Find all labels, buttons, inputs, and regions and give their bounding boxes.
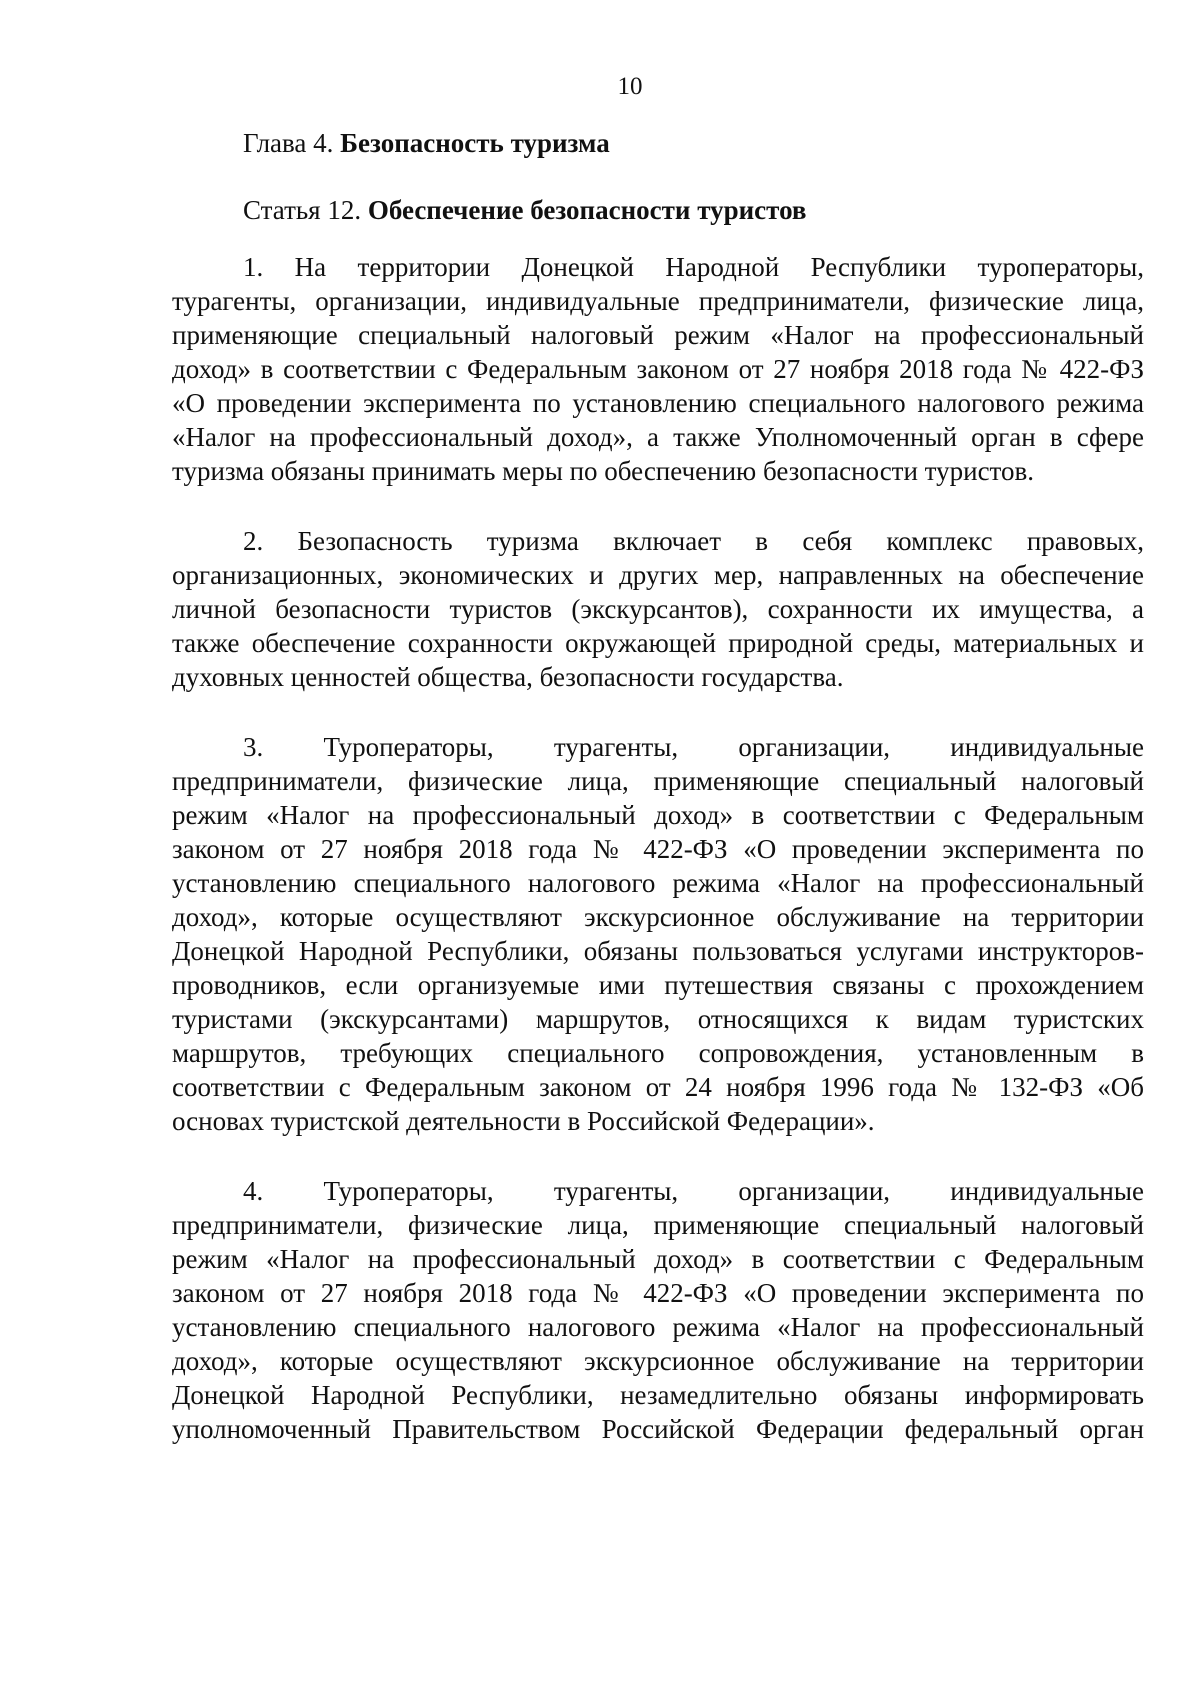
chapter-prefix: Глава 4. [243,128,334,158]
paragraph-line: предприниматели, физические лица, применяющие специальный налоговый [172,1210,1144,1240]
paragraph-line: «О проведении эксперимента по установлению специального налогового режима [172,388,1144,418]
paragraph-line: предприниматели, физические лица, применяющие специальный налоговый [172,766,1144,796]
paragraph-line: 3. Туроператоры, турагенты, организации, индивидуальные [243,732,1144,762]
paragraph-line: применяющие специальный налоговый режим «Налог на профессиональный [172,320,1144,350]
paragraph-line: законом от 27 ноября 2018 года № 422-ФЗ «О проведении эксперимента по [172,1278,1144,1308]
paragraph-line: организационных, экономических и других мер, направленных на обеспечение [172,560,1144,590]
paragraph-line: соответствии с Федеральным законом от 24 ноября 1996 года № 132-ФЗ «Об [172,1072,1144,1102]
paragraph-line: уполномоченный Правительством Российской Федерации федеральный орган [172,1414,1144,1444]
paragraph-line: 2. Безопасность туризма включает в себя комплекс правовых, [243,526,1144,556]
paragraph-line: установлению специального налогового режима «Налог на профессиональный [172,868,1144,898]
paragraph-line: режим «Налог на профессиональный доход» в соответствии с Федеральным [172,1244,1144,1274]
paragraph-line: туристами (экскурсантами) маршрутов, относящихся к видам туристских [172,1004,1144,1034]
paragraph-line: «Налог на профессиональный доход», а также Уполномоченный орган в сфере [172,422,1144,452]
paragraph-line: 1. На территории Донецкой Народной Республики туроператоры, [243,252,1144,282]
paragraph-line: турагенты, организации, индивидуальные предприниматели, физические лица, [172,286,1144,316]
paragraph-line: доход», которые осуществляют экскурсионное обслуживание на территории [172,902,1144,932]
paragraph-line: духовных ценностей общества, безопасности государства. [172,662,844,692]
paragraph-line: режим «Налог на профессиональный доход» в соответствии с Федеральным [172,800,1144,830]
chapter-title: Безопасность туризма [340,128,610,158]
paragraph-line: маршрутов, требующих специального сопровождения, установленным в [172,1038,1144,1068]
article-heading [243,194,806,226]
paragraph-line: Донецкой Народной Республики, незамедлительно обязаны информировать [172,1380,1144,1410]
paragraph-line: основах туристской деятельности в Российской Федерации». [172,1106,875,1136]
paragraph-line: 4. Туроператоры, турагенты, организации, индивидуальные [243,1176,1144,1206]
paragraph-line: доход», которые осуществляют экскурсионное обслуживание на территории [172,1346,1144,1376]
paragraph-line: законом от 27 ноября 2018 года № 422-ФЗ «О проведении эксперимента по [172,834,1144,864]
paragraph-line: Донецкой Народной Республики, обязаны пользоваться услугами инструкторов- [172,936,1144,966]
article-prefix: Статья 12. [243,195,362,225]
paragraph-line: установлению специального налогового режима «Налог на профессиональный [172,1312,1144,1342]
chapter-heading [243,127,610,159]
paragraph-line: туризма обязаны принимать меры по обеспечению безопасности туристов. [172,456,1034,486]
paragraph-line: проводников, если организуемые ими путешествия связаны с прохождением [172,970,1144,1000]
article-title: Обеспечение безопасности туристов [367,195,807,225]
paragraph-line: также обеспечение сохранности окружающей природной среды, материальных и [172,628,1144,658]
paragraph-line: личной безопасности туристов (экскурсантов), сохранности их имущества, а [172,594,1144,624]
paragraph-line: доход» в соответствии с Федеральным законом от 27 ноября 2018 года № 422-ФЗ [172,354,1144,384]
page-number: 10 [617,73,643,100]
